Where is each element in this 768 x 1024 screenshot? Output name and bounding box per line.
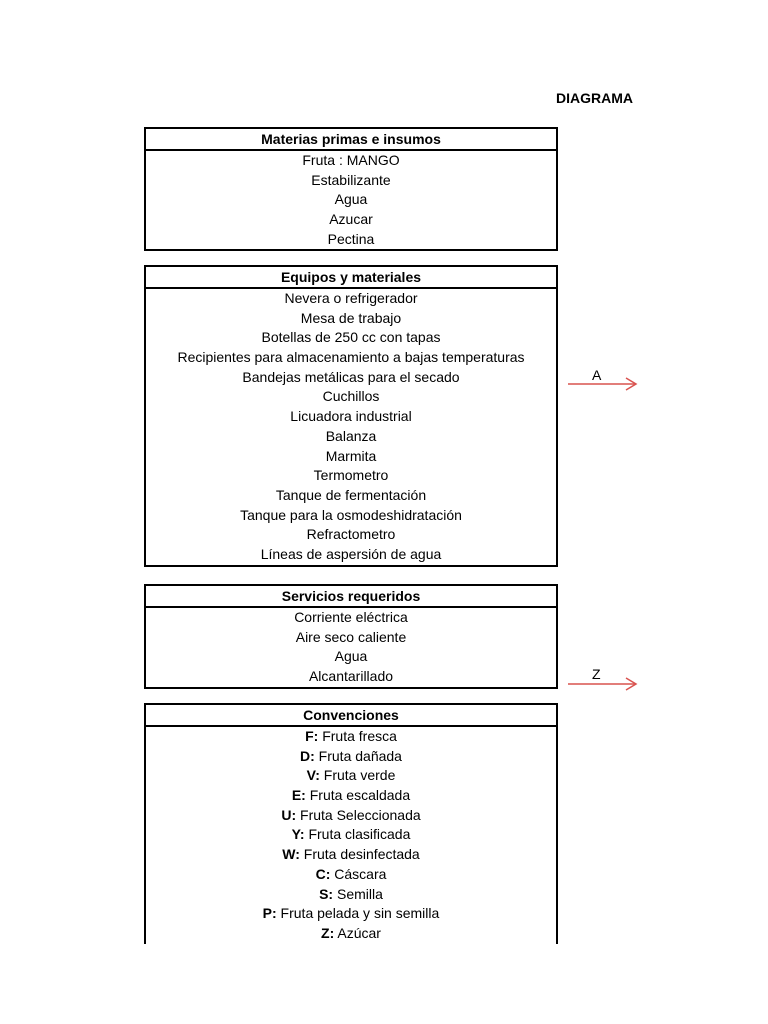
arrow-z-label: Z <box>592 666 601 682</box>
equipos-materiales-list <box>146 289 556 565</box>
equipo-item: Tanque de fermentación <box>275 486 427 503</box>
convention-text: Fruta desinfectada <box>299 846 420 863</box>
convention-key: F: <box>305 728 319 744</box>
convencion-item <box>146 806 556 826</box>
equipo-item: Cuchillos <box>322 388 380 405</box>
arrow-a-icon <box>566 373 638 397</box>
convention-text: Fruta Seleccionada <box>296 806 421 823</box>
convention-text: Fruta clasificada <box>304 826 411 843</box>
convention-key: W: <box>282 846 300 863</box>
materias-primas-table <box>144 127 558 251</box>
convencion-item <box>146 845 556 865</box>
equipo-item: Refractometro <box>306 526 396 543</box>
convention-text: Cáscara <box>330 865 387 882</box>
materia-prima-item: Estabilizante <box>311 171 391 188</box>
equipo-item: Nevera o refrigerador <box>284 290 418 306</box>
materia-prima-item: Fruta : MANGO <box>302 152 400 168</box>
convention-key: C: <box>315 865 331 882</box>
equipo-item: Licuadora industrial <box>290 408 412 425</box>
arrow-a-label: A <box>592 367 602 383</box>
servicio-item: Corriente eléctrica <box>294 609 408 625</box>
convencion-item <box>146 885 556 905</box>
equipo-item: Marmita <box>325 447 377 464</box>
servicios-requeridos-header: Servicios requeridos <box>146 586 556 608</box>
materia-prima-item: Pectina <box>327 230 375 247</box>
materias-primas-header: Materias primas e insumos <box>146 129 556 151</box>
convention-key: P: <box>262 905 277 922</box>
convention-key: D: <box>300 747 315 764</box>
convention-text: Semilla <box>333 885 383 902</box>
convention-key: V: <box>306 767 320 784</box>
convencion-item <box>146 825 556 845</box>
convenciones-list <box>146 727 556 944</box>
equipos-materiales-header: Equipos y materiales <box>146 267 556 289</box>
equipo-item: Tanque para la osmodeshidratación <box>240 506 462 523</box>
arrow-z-icon <box>566 673 638 697</box>
convencion-item <box>146 904 556 924</box>
convention-text: Fruta verde <box>319 767 396 784</box>
equipo-item: Balanza <box>325 427 377 444</box>
convention-key: U: <box>281 806 297 823</box>
equipo-item: Líneas de aspersión de agua <box>260 545 442 562</box>
convencion-item <box>146 924 556 944</box>
convencion-item <box>146 865 556 885</box>
materias-primas-list <box>146 151 556 249</box>
equipo-item: Mesa de trabajo <box>300 309 402 326</box>
convention-key: S: <box>319 885 334 902</box>
equipo-item: Termometro <box>313 467 389 484</box>
convencion-item <box>146 786 556 806</box>
convencion-item <box>146 747 556 767</box>
equipos-materiales-table <box>144 265 558 567</box>
convention-key: E: <box>291 787 306 804</box>
equipo-item: Bandejas metálicas para el secado <box>242 368 460 385</box>
document-title: DIAGRAMA <box>556 90 633 106</box>
materia-prima-item: Azucar <box>329 211 373 228</box>
convention-text: Fruta fresca <box>318 728 397 744</box>
convencion-item <box>146 766 556 786</box>
convention-text: Azúcar <box>334 924 381 941</box>
convencion-item <box>146 727 556 747</box>
convenciones-table <box>144 703 558 944</box>
convenciones-header: Convenciones <box>146 705 556 727</box>
equipo-item: Botellas de 250 cc con tapas <box>261 329 441 346</box>
convention-text: Fruta dañada <box>314 747 402 764</box>
convention-text: Fruta escaldada <box>305 787 411 804</box>
materia-prima-item: Agua <box>334 191 368 208</box>
servicio-item: Agua <box>334 648 368 665</box>
servicios-requeridos-list <box>146 608 556 687</box>
servicios-requeridos-table <box>144 584 558 689</box>
convention-key: Z: <box>321 924 335 941</box>
servicio-item: Aire seco caliente <box>295 628 407 645</box>
equipo-item: Recipientes para almacenamiento a bajas temperaturas <box>177 349 525 366</box>
convention-key: Y: <box>291 826 305 843</box>
convention-text: Fruta pelada y sin semilla <box>276 905 440 922</box>
servicio-item: Alcantarillado <box>308 668 394 685</box>
